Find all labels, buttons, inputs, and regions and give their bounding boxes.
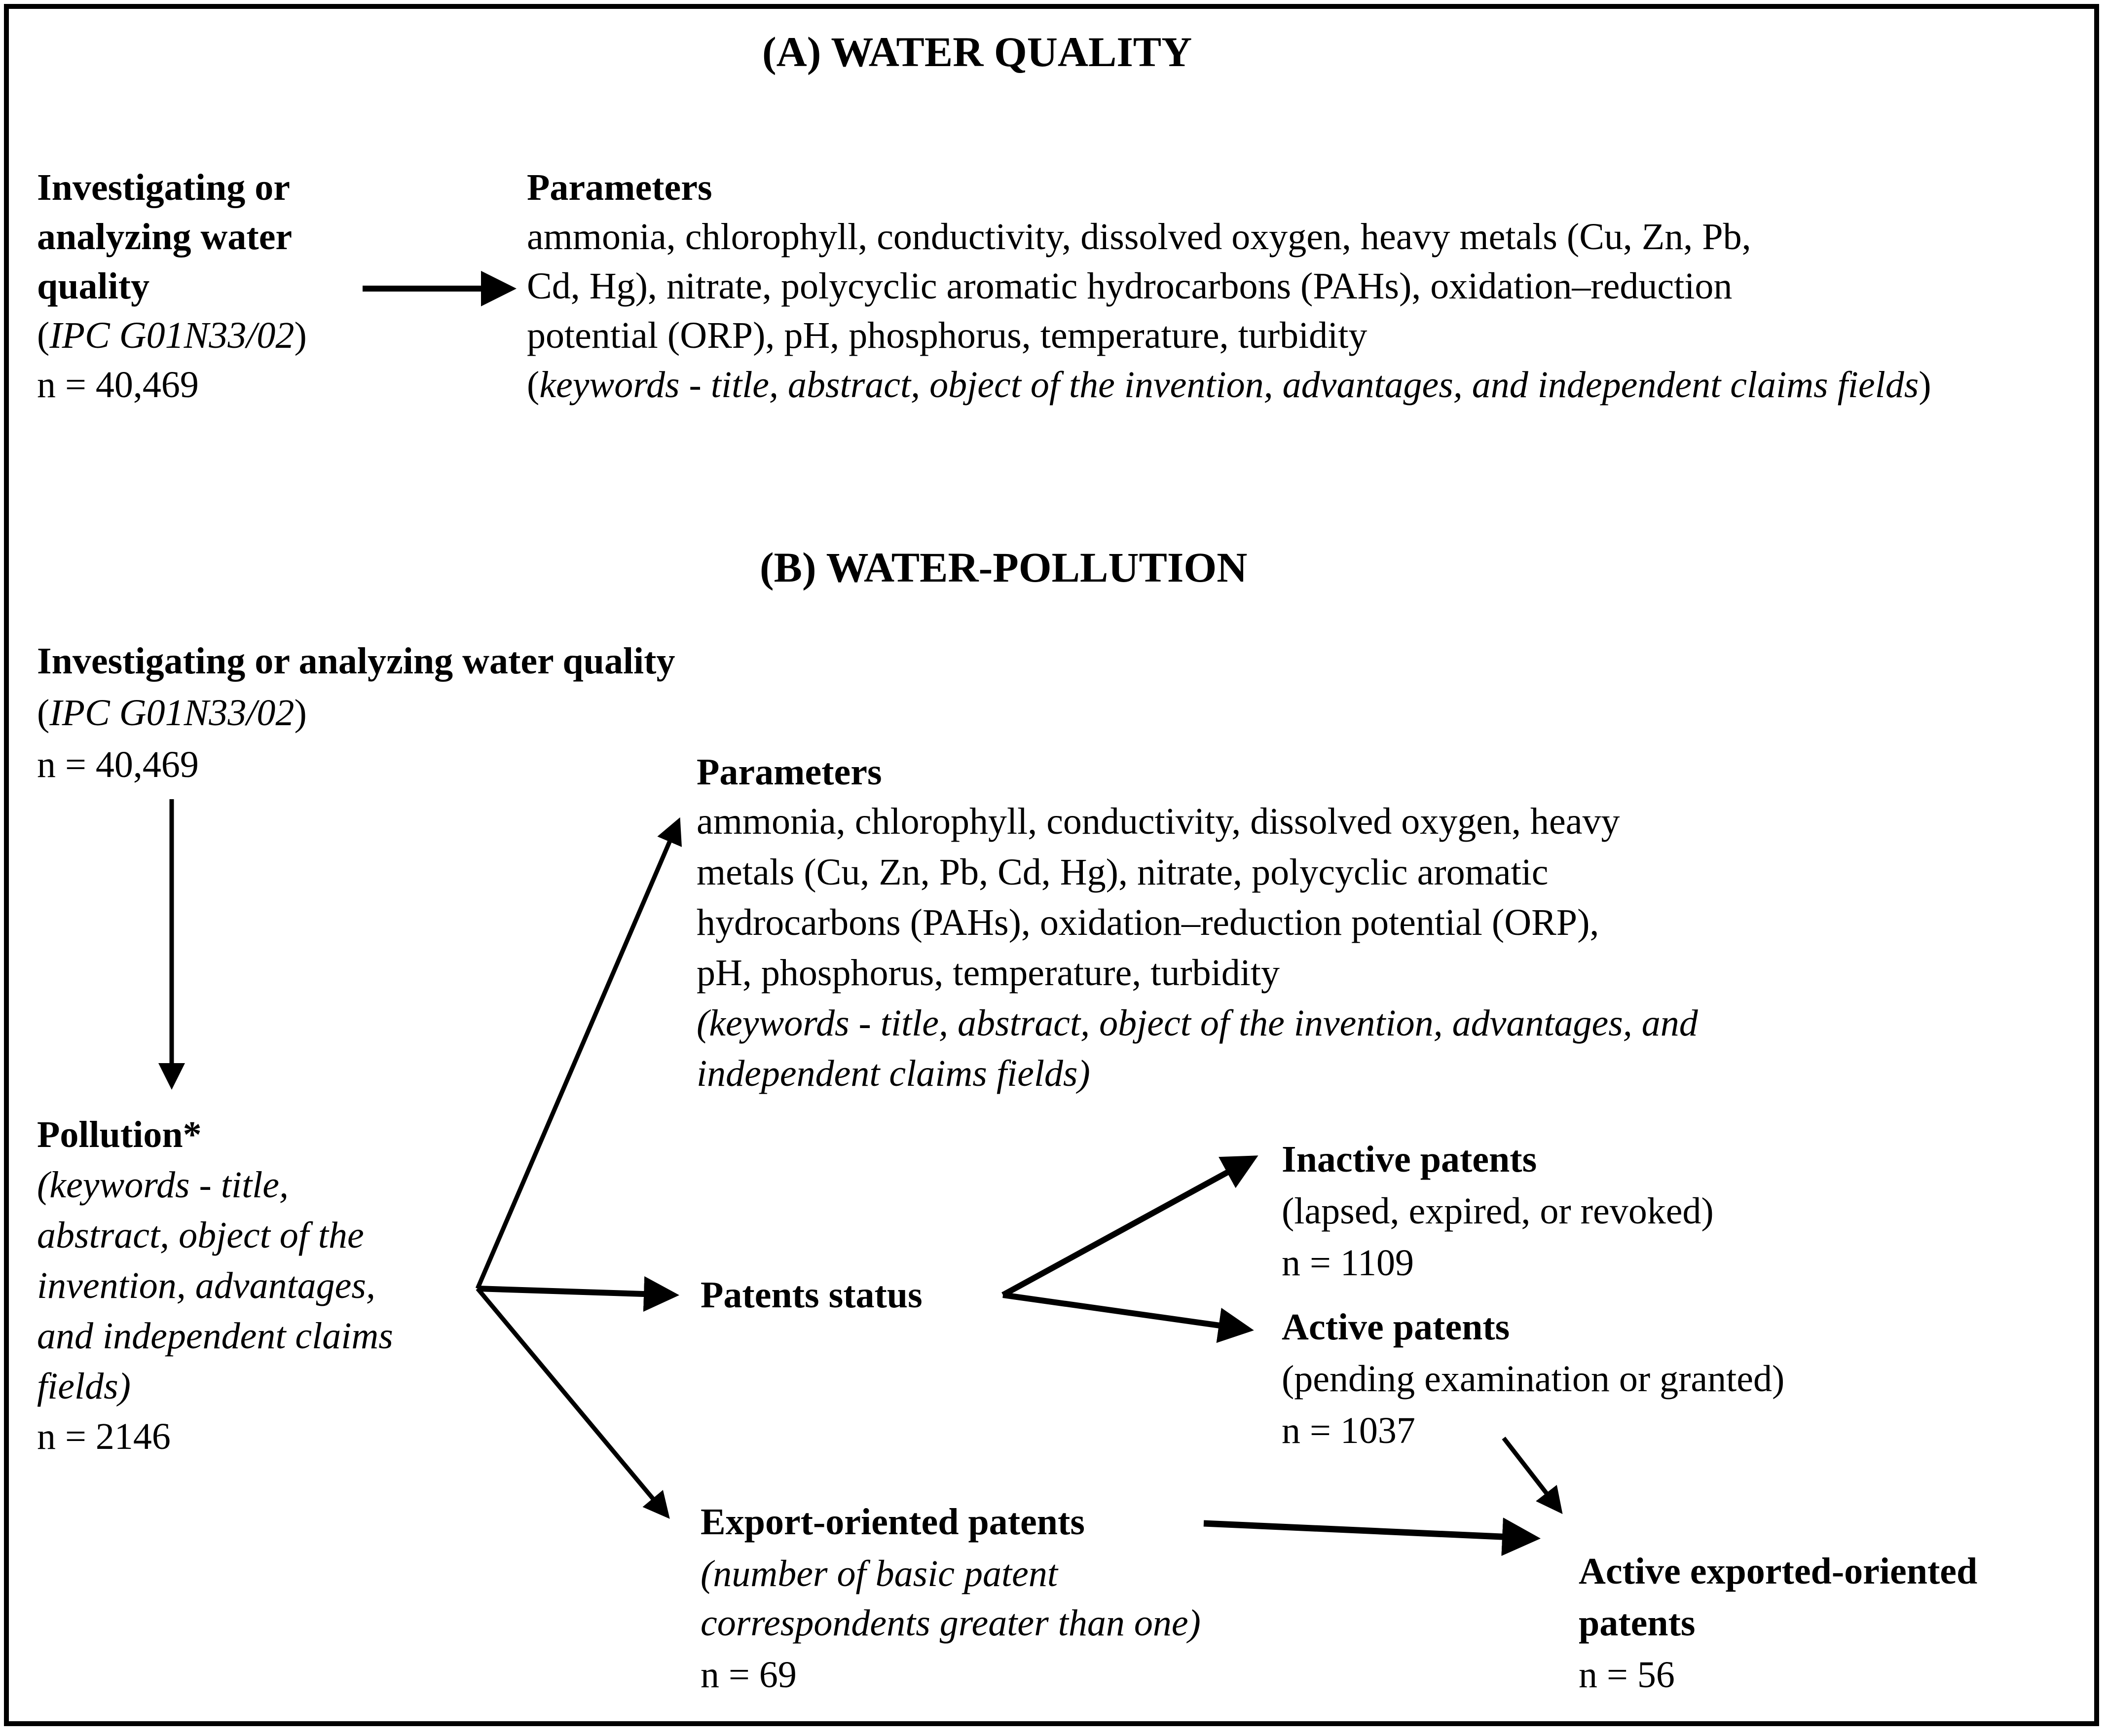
arrow-status-to-inactive <box>1003 1158 1253 1295</box>
paren: ( <box>527 364 540 406</box>
parameters-keywords-line: (keywords - title, abstract, object of the invention, advantages, and <box>697 1002 1698 1044</box>
parameters-line: potential (ORP), pH, phosphorus, temperature, turbidity <box>527 315 1368 356</box>
paren: ) <box>1919 364 1931 406</box>
inactive-count: n = 1109 <box>1282 1242 1414 1284</box>
active-detail: (pending examination or granted) <box>1282 1358 1785 1400</box>
paren: ) <box>294 315 307 356</box>
pollution-keywords-line: and independent claims <box>37 1315 393 1357</box>
patents-status-node: Patents status <box>701 1274 923 1316</box>
pollution-keywords-line: abstract, object of the <box>37 1215 364 1256</box>
paren: ( <box>37 692 50 734</box>
keywords-text: keywords - title, abstract, object of the invention, advantages, and independent claims fields <box>539 364 1919 406</box>
source-heading-line: analyzing water <box>37 216 293 258</box>
paren: ) <box>294 692 307 734</box>
arrow-pollution-to-export <box>478 1289 667 1515</box>
pollution-heading: Pollution* <box>37 1114 202 1155</box>
source-heading: Investigating or analyzing water quality <box>37 640 675 682</box>
arrow-pollution-to-parameters-b <box>478 821 678 1289</box>
parameters-line: metals (Cu, Zn, Pb, Cd, Hg), nitrate, polycyclic aromatic <box>697 851 1549 893</box>
section-a-title: (A) WATER QUALITY <box>762 28 1192 75</box>
arrow-active-to-active-export <box>1504 1438 1560 1511</box>
parameters-line: ammonia, chlorophyll, conductivity, dissolved oxygen, heavy metals (Cu, Zn, Pb, <box>527 216 1751 258</box>
parameters-heading: Parameters <box>697 751 882 793</box>
parameters-line: hydrocarbons (PAHs), oxidation–reduction potential (ORP), <box>697 902 1599 943</box>
source-heading-line: Investigating or <box>37 167 290 208</box>
parameters-line: ammonia, chlorophyll, conductivity, dissolved oxygen, heavy <box>697 801 1620 842</box>
arrow-pollution-to-patents-status <box>478 1289 673 1295</box>
pollution-keywords-line: (keywords - title, <box>37 1164 289 1206</box>
ipc-code: IPC G01N33/02 <box>49 692 295 734</box>
active-heading: Active patents <box>1282 1306 1510 1348</box>
paren: ( <box>37 315 50 356</box>
export-detail-line: (number of basic patent <box>701 1553 1058 1594</box>
pollution-keywords-line: invention, advantages, <box>37 1265 375 1306</box>
source-count: n = 40,469 <box>37 744 199 785</box>
inactive-detail: (lapsed, expired, or revoked) <box>1282 1190 1714 1232</box>
export-heading: Export-oriented patents <box>701 1501 1085 1543</box>
source-count: n = 40,469 <box>37 364 199 406</box>
active-export-heading-line: patents <box>1579 1602 1696 1644</box>
parameters-keywords-line: independent claims fields) <box>697 1053 1090 1094</box>
arrow-status-to-active <box>1003 1295 1248 1330</box>
active-count: n = 1037 <box>1282 1410 1415 1451</box>
pollution-keywords-line: fields) <box>37 1366 131 1407</box>
source-heading-line: quality <box>37 265 150 307</box>
parameters-line: Cd, Hg), nitrate, polycyclic aromatic hydrocarbons (PAHs), oxidation–reduction <box>527 265 1733 307</box>
pollution-count: n = 2146 <box>37 1416 171 1457</box>
export-detail-line: correspondents greater than one) <box>701 1602 1201 1644</box>
inactive-heading: Inactive patents <box>1282 1139 1537 1180</box>
arrow-export-to-active-export <box>1204 1523 1534 1538</box>
parameters-heading: Parameters <box>527 167 712 208</box>
ipc-code: IPC G01N33/02 <box>49 315 295 356</box>
export-count: n = 69 <box>701 1654 797 1696</box>
active-export-count: n = 56 <box>1579 1654 1675 1696</box>
active-export-heading-line: Active exported-oriented <box>1579 1551 1978 1592</box>
section-b-title: (B) WATER-POLLUTION <box>760 544 1248 591</box>
parameters-line: pH, phosphorus, temperature, turbidity <box>697 952 1280 994</box>
